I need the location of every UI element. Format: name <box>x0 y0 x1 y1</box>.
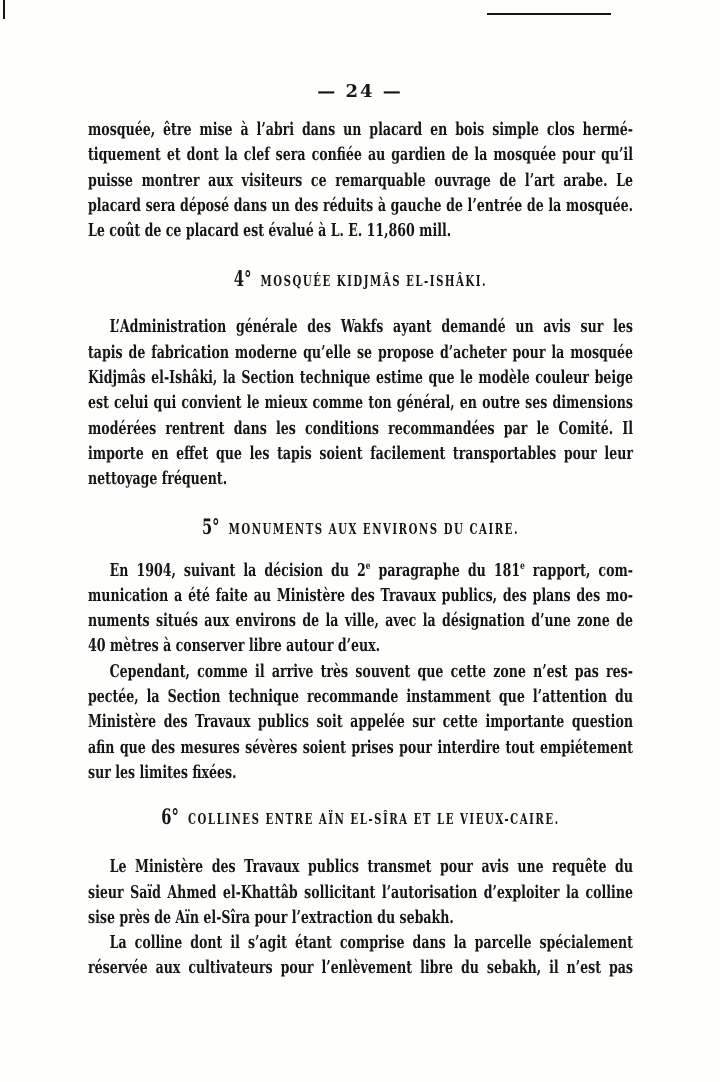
text-line: réservée aux cultivateurs pour l’enlèvement libre du sebakh, il n’est pas <box>88 957 633 979</box>
paragraph <box>88 558 633 659</box>
section-heading-4 <box>88 268 633 292</box>
text-line: placard sera déposé dans un des réduits à gauche de l’entrée de la mosquée. <box>88 194 633 216</box>
paragraph <box>88 117 633 243</box>
text-line: nettoyage fréquent. <box>88 468 228 490</box>
text-line: Kidjmâs el-Ishâki, la Section technique estime que le modèle couleur beige <box>88 367 633 389</box>
section-number: 4° <box>233 266 252 292</box>
text-line: importe en effet que les tapis soient facilement transportables pour leur <box>88 442 633 464</box>
section-title: COLLINES ENTRE AÏN EL-SÎRA ET LE VIEUX-CAIRE. <box>187 811 560 829</box>
paragraph <box>88 659 633 785</box>
text-line: puisse montrer aux visiteurs ce remarquable ouvrage de l’art arabe. Le <box>88 169 633 191</box>
text-line: L’Administration générale des Wakfs ayant demandé un avis sur les <box>109 316 633 338</box>
text-line: numents situés aux environs de la ville, avec la désignation d’une zone de <box>88 610 633 632</box>
section-heading-6 <box>88 806 633 830</box>
text-line: Ministère des Travaux publics soit appelée sur cette importante question <box>88 711 633 733</box>
text-line: La colline dont il s’agit étant comprise dans la parcelle spécialement <box>109 932 633 954</box>
text-line: munication a été faite au Ministère des Travaux publics, des plans des mo- <box>88 584 633 606</box>
text-line: sieur Saïd Ahmed el-Khattâb sollicitant l’autorisation d’exploiter la colline <box>88 881 633 903</box>
text-line: Le Ministère des Travaux publics transmet pour avis une requête du <box>109 856 633 878</box>
paragraph <box>88 854 633 930</box>
text-line: pectée, la Section technique recommande instamment que l’attention du <box>88 686 633 708</box>
text-column <box>88 117 633 981</box>
page-number: — 24 — <box>317 81 403 102</box>
text-line: modérées rentrent dans les conditions recommandées par le Comité. Il <box>88 417 633 439</box>
text-line: Le coût de ce placard est évalué à L. E. 11,860 mill. <box>88 220 452 242</box>
text-line: 40 mètres à conserver libre autour d’eux. <box>88 635 381 657</box>
section-number: 6° <box>161 804 179 830</box>
section-heading-5 <box>88 513 633 540</box>
text-line: mosquée, être mise à l’abri dans un placard en bois simple clos hermé- <box>88 119 633 140</box>
text-line: sise près de Aïn el-Sîra pour l’extraction du sebakh. <box>88 906 454 928</box>
scan-artifact-left-line <box>3 0 5 19</box>
paragraph <box>88 314 633 491</box>
text-line: tapis de fabrication moderne qu’elle se propose d’acheter pour la mosquée <box>88 341 633 363</box>
section-number: 5° <box>201 513 220 539</box>
text-line: est celui qui convient le mieux comme ton général, en outre ses dimensions <box>88 392 633 414</box>
scan-artifact-top-line <box>487 13 611 15</box>
section-title: MONUMENTS AUX ENVIRONS DU CAIRE. <box>228 520 520 538</box>
text-line: sur les limites fixées. <box>88 761 237 783</box>
text-line: tiquement et dont la clef sera confiée au gardien de la mosquée pour qu’il <box>88 144 633 166</box>
paragraph <box>88 930 633 981</box>
text-line: Cependant, comme il arrive très souvent que cette zone n’est pas res- <box>109 660 633 682</box>
text-line: afin que des mesures sévères soient prises pour interdire tout empiétement <box>88 736 633 758</box>
section-title: MOSQUÉE KIDJMÂS EL-ISHÂKI. <box>260 273 488 291</box>
text-line: En 1904, suivant la décision du 2e paragraphe du 181e rapport, com- <box>109 559 633 581</box>
